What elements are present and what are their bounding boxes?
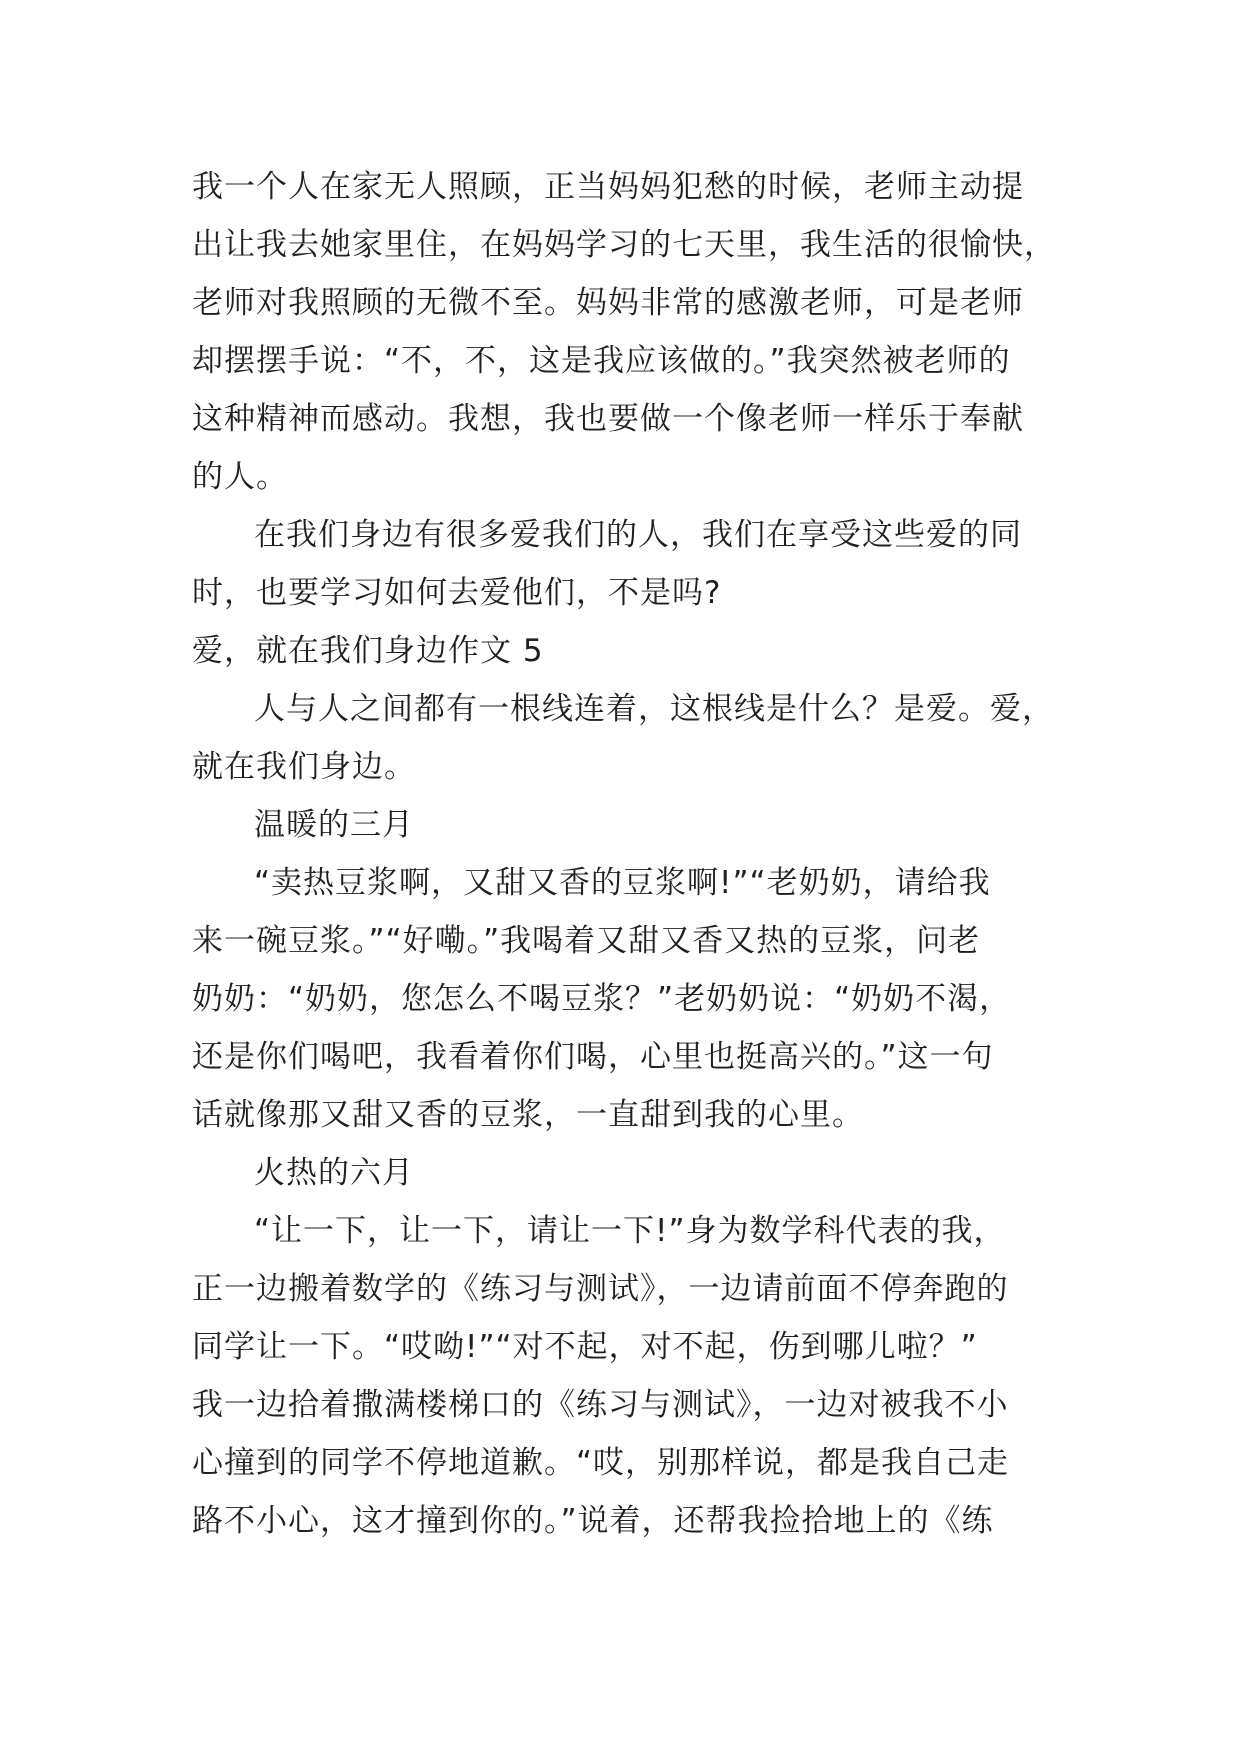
section-subtitle: 火热的六月 bbox=[254, 1155, 414, 1191]
text-line: 还是你们喝吧，我看着你们喝，心里也挺高兴的。”这一句 bbox=[192, 1039, 994, 1075]
paragraph-start-line: 人与人之间都有一根线连着，这根线是什么？是爱。爱， bbox=[254, 691, 1054, 727]
paragraph-start-line: 在我们身边有很多爱我们的人，我们在享受这些爱的同 bbox=[254, 517, 1022, 553]
text-line: 这种精神而感动。我想，我也要做一个像老师一样乐于奉献 bbox=[192, 401, 1024, 437]
text-line: 路不小心，这才撞到你的。”说着，还帮我捡拾地上的《练 bbox=[192, 1503, 994, 1539]
paragraph-start-line: “让一下，让一下，请让一下!”身为数学科代表的我， bbox=[254, 1213, 1006, 1249]
text-line: 老师对我照顾的无微不至。妈妈非常的感激老师，可是老师 bbox=[192, 285, 1024, 321]
text-line: 同学让一下。“哎呦!”“对不起，对不起，伤到哪儿啦？” bbox=[192, 1329, 978, 1365]
section-subtitle: 温暖的三月 bbox=[254, 807, 414, 843]
text-line: 就在我们身边。 bbox=[192, 749, 416, 785]
text-line: 时，也要学习如何去爱他们，不是吗? bbox=[192, 575, 722, 611]
text-line: 我一个人在家无人照顾，正当妈妈犯愁的时候，老师主动提 bbox=[192, 169, 1024, 205]
text-line: 却摆摆手说：“不，不，这是我应该做的。”我突然被老师的 bbox=[192, 343, 1011, 379]
text-line: 出让我去她家里住，在妈妈学习的七天里，我生活的很愉快， bbox=[192, 227, 1056, 263]
text-line: 奶奶：“奶奶，您怎么不喝豆浆？”老奶奶说：“奶奶不渴， bbox=[192, 981, 1012, 1017]
text-line: 来一碗豆浆。”“好嘞。”我喝着又甜又香又热的豆浆，问老 bbox=[192, 923, 981, 959]
text-line: 我一边拾着撒满楼梯口的《练习与测试》，一边对被我不小 bbox=[192, 1387, 1009, 1423]
document-text bbox=[192, 158, 1056, 1550]
text-line: 心撞到的同学不停地道歉。“哎，别那样说，都是我自己走 bbox=[192, 1445, 1010, 1481]
text-line: 话就像那又甜又香的豆浆，一直甜到我的心里。 bbox=[192, 1097, 864, 1133]
text-line: 的人。 bbox=[192, 459, 288, 495]
essay-heading: 爱，就在我们身边作文 5 bbox=[192, 633, 544, 669]
text-line: 正一边搬着数学的《练习与测试》，一边请前面不停奔跑的 bbox=[192, 1271, 1009, 1307]
paragraph-start-line: “卖热豆浆啊，又甜又香的豆浆啊!”“老奶奶，请给我 bbox=[254, 865, 991, 901]
